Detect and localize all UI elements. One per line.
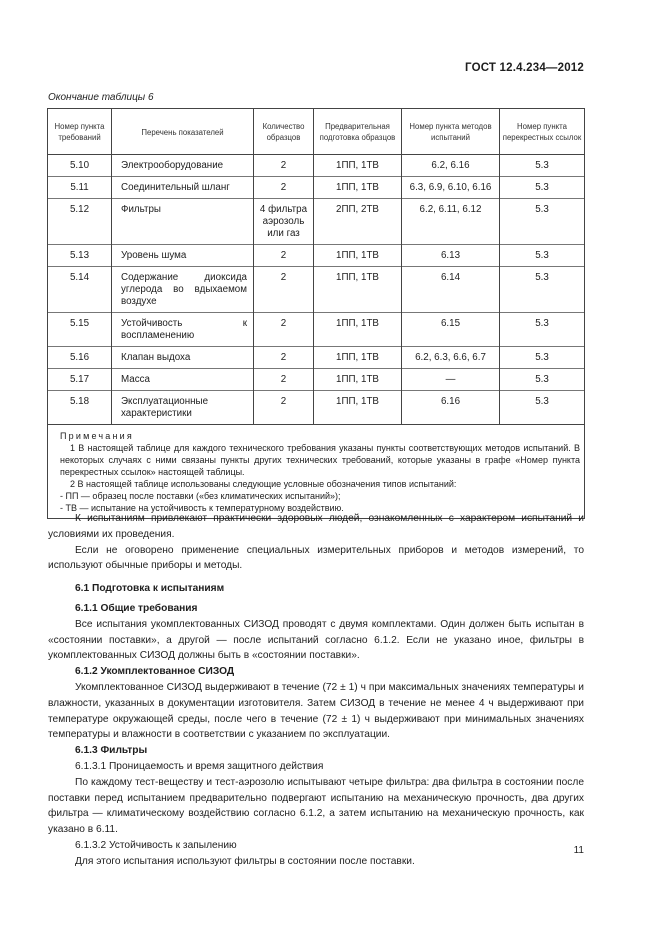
table-cell-num: 5.10	[48, 155, 112, 177]
column-header: Номер пункта требований	[48, 109, 112, 155]
table-cell-prep: 1ПП, 1ТВ	[314, 155, 402, 177]
page-number: 11	[573, 845, 584, 856]
paragraph: К испытаниям привлекают практически здоровых людей, ознакомленных с характером испытаний и условиями их проведения.	[48, 513, 584, 540]
table-cell-method: —	[402, 369, 500, 391]
paragraph: Если не оговорено применение специальных измерительных приборов и методов измерений, то используют обычные приборы и методы.	[48, 544, 584, 572]
table-cell-ref: 5.3	[500, 369, 585, 391]
subsection-heading: 6.1.1 Общие требования	[75, 602, 198, 614]
standard-designation: ГОСТ 12.4.234—2012	[465, 62, 584, 74]
column-header: Предварительная подготовка образцов	[314, 109, 402, 155]
subsubsection-heading: 6.1.3.2 Устойчивость к запылению	[75, 839, 237, 851]
table-cell-prep: 1ПП, 1ТВ	[314, 391, 402, 425]
table-cell-name: Эксплуатационные характеристики	[112, 391, 254, 425]
table-cell-name: Электрооборудование	[112, 155, 254, 177]
note-2a: - ПП — образец после поставки («без климатических испытаний»);	[60, 491, 341, 501]
table-cell-num: 5.17	[48, 369, 112, 391]
table-cell-prep: 2ПП, 2ТВ	[314, 199, 402, 245]
table-row	[48, 267, 585, 313]
table-row	[48, 347, 585, 369]
note-2: 2 В настоящей таблице использованы следующие условные обозначения типов испытаний:	[70, 479, 457, 489]
body-text	[48, 511, 584, 870]
table-cell-qty: 2	[254, 369, 314, 391]
table-cell-ref: 5.3	[500, 199, 585, 245]
column-header: Номер пункта перекрестных ссылок	[500, 109, 585, 155]
table-cell-method: 6.2, 6.11, 6.12	[402, 199, 500, 245]
table-cell-name: Устойчивость к воспламенению	[112, 313, 254, 347]
table-cell-num: 5.18	[48, 391, 112, 425]
section-heading: 6.1 Подготовка к испытаниям	[75, 583, 225, 595]
table-cell-num: 5.15	[48, 313, 112, 347]
table-cell-method: 6.2, 6.3, 6.6, 6.7	[402, 347, 500, 369]
table-cell-name: Масса	[112, 369, 254, 391]
column-header: Перечень показателей	[112, 109, 254, 155]
table-cell-prep: 1ПП, 1ТВ	[314, 245, 402, 267]
table-notes-row	[48, 425, 585, 519]
table-cell-method: 6.3, 6.9, 6.10, 6.16	[402, 177, 500, 199]
table-row	[48, 177, 585, 199]
table-cell-prep: 1ПП, 1ТВ	[314, 369, 402, 391]
column-header: Количество образцов	[254, 109, 314, 155]
note-1: 1 В настоящей таблице для каждого технического требования указаны пункты соответствующих методов испытаний. В некоторых случаях с ними связаны пункты других технических требований, которые указаны в графе «Номер пункта перекрестных ссылок» настоящей таблицы.	[60, 443, 580, 477]
table-cell-qty: 2	[254, 155, 314, 177]
table-cell-ref: 5.3	[500, 267, 585, 313]
table-cell-prep: 1ПП, 1ТВ	[314, 177, 402, 199]
table-cell-qty: 2	[254, 313, 314, 347]
table-row	[48, 245, 585, 267]
table-row	[48, 199, 585, 245]
table-cell-qty: 2	[254, 267, 314, 313]
table-cell-name: Фильтры	[112, 199, 254, 245]
paragraph: Все испытания укомплектованных СИЗОД проводят с двумя комплектами. Один должен быть испытан в «состоянии поставки», а другой — после испытаний согласно 6.1.2. Если не указано иное, фильтры в укомплектованных СИЗОД должны быть в «состоянии поставки».	[48, 618, 584, 662]
column-header: Номер пункта методов испытаний	[402, 109, 500, 155]
table-notes	[48, 425, 585, 519]
table-caption: Окончание таблицы 6	[48, 92, 154, 103]
table-row	[48, 155, 585, 177]
table-cell-qty: 2	[254, 177, 314, 199]
table-cell-ref: 5.3	[500, 391, 585, 425]
table-cell-name: Клапан выдоха	[112, 347, 254, 369]
table-row	[48, 369, 585, 391]
paragraph: По каждому тест-веществу и тест-аэрозолю испытывают четыре фильтра: два фильтра в состоянии после поставки перед испытанием предварительно подвергают испытанию на механическую прочность, два других фильтра — климатическому воздействию согласно 6.1.2, а затем испытанию на механическую прочность, как указано в 6.11.	[48, 776, 584, 836]
table-cell-name: Соединительный шланг	[112, 177, 254, 199]
table-cell-method: 6.16	[402, 391, 500, 425]
table-cell-method: 6.13	[402, 245, 500, 267]
table-cell-method: 6.15	[402, 313, 500, 347]
table-cell-num: 5.16	[48, 347, 112, 369]
subsection-heading: 6.1.2 Укомплектованное СИЗОД	[75, 666, 235, 678]
table-cell-num: 5.14	[48, 267, 112, 313]
table-header-row	[48, 109, 585, 155]
note-2b: - ТВ — испытание на устойчивость к температурному воздействию.	[60, 503, 344, 513]
table-cell-name: Уровень шума	[112, 245, 254, 267]
paragraph: Укомплектованное СИЗОД выдерживают в течение (72 ± 1) ч при максимальных значениях температуры и влажности, указанных в документации изготовителя. Затем СИЗОД в течение не менее 4 ч выдерживают при температуре окружающей среды, после чего в течение (72 ± 1) ч выдерживают при минимальных значениях температуры и влажности в соответствии с указанием по эксплуатации.	[48, 681, 584, 741]
subsubsection-heading: 6.1.3.1 Проницаемость и время защитного действия	[75, 760, 324, 772]
table-cell-num: 5.13	[48, 245, 112, 267]
table-row	[48, 391, 585, 425]
table-cell-num: 5.11	[48, 177, 112, 199]
table-cell-ref: 5.3	[500, 245, 585, 267]
table-cell-method: 6.14	[402, 267, 500, 313]
table-cell-ref: 5.3	[500, 155, 585, 177]
requirements-table	[47, 108, 585, 519]
table-cell-qty: 2	[254, 347, 314, 369]
table-cell-name: Содержание диоксида углерода во вдыхаемом воздухе	[112, 267, 254, 313]
table-cell-ref: 5.3	[500, 313, 585, 347]
table-cell-ref: 5.3	[500, 347, 585, 369]
table-cell-prep: 1ПП, 1ТВ	[314, 347, 402, 369]
table-cell-prep: 1ПП, 1ТВ	[314, 267, 402, 313]
table-cell-method: 6.2, 6.16	[402, 155, 500, 177]
table-cell-ref: 5.3	[500, 177, 585, 199]
table-cell-qty: 4 фильтра аэрозоль или газ	[254, 199, 314, 245]
notes-title: Примечания	[60, 431, 134, 441]
paragraph: Для этого испытания используют фильтры в состоянии после поставки.	[75, 855, 415, 867]
table-cell-prep: 1ПП, 1ТВ	[314, 313, 402, 347]
table-cell-qty: 2	[254, 391, 314, 425]
table-row	[48, 313, 585, 347]
table-cell-qty: 2	[254, 245, 314, 267]
table-cell-num: 5.12	[48, 199, 112, 245]
subsection-heading: 6.1.3 Фильтры	[75, 745, 148, 757]
